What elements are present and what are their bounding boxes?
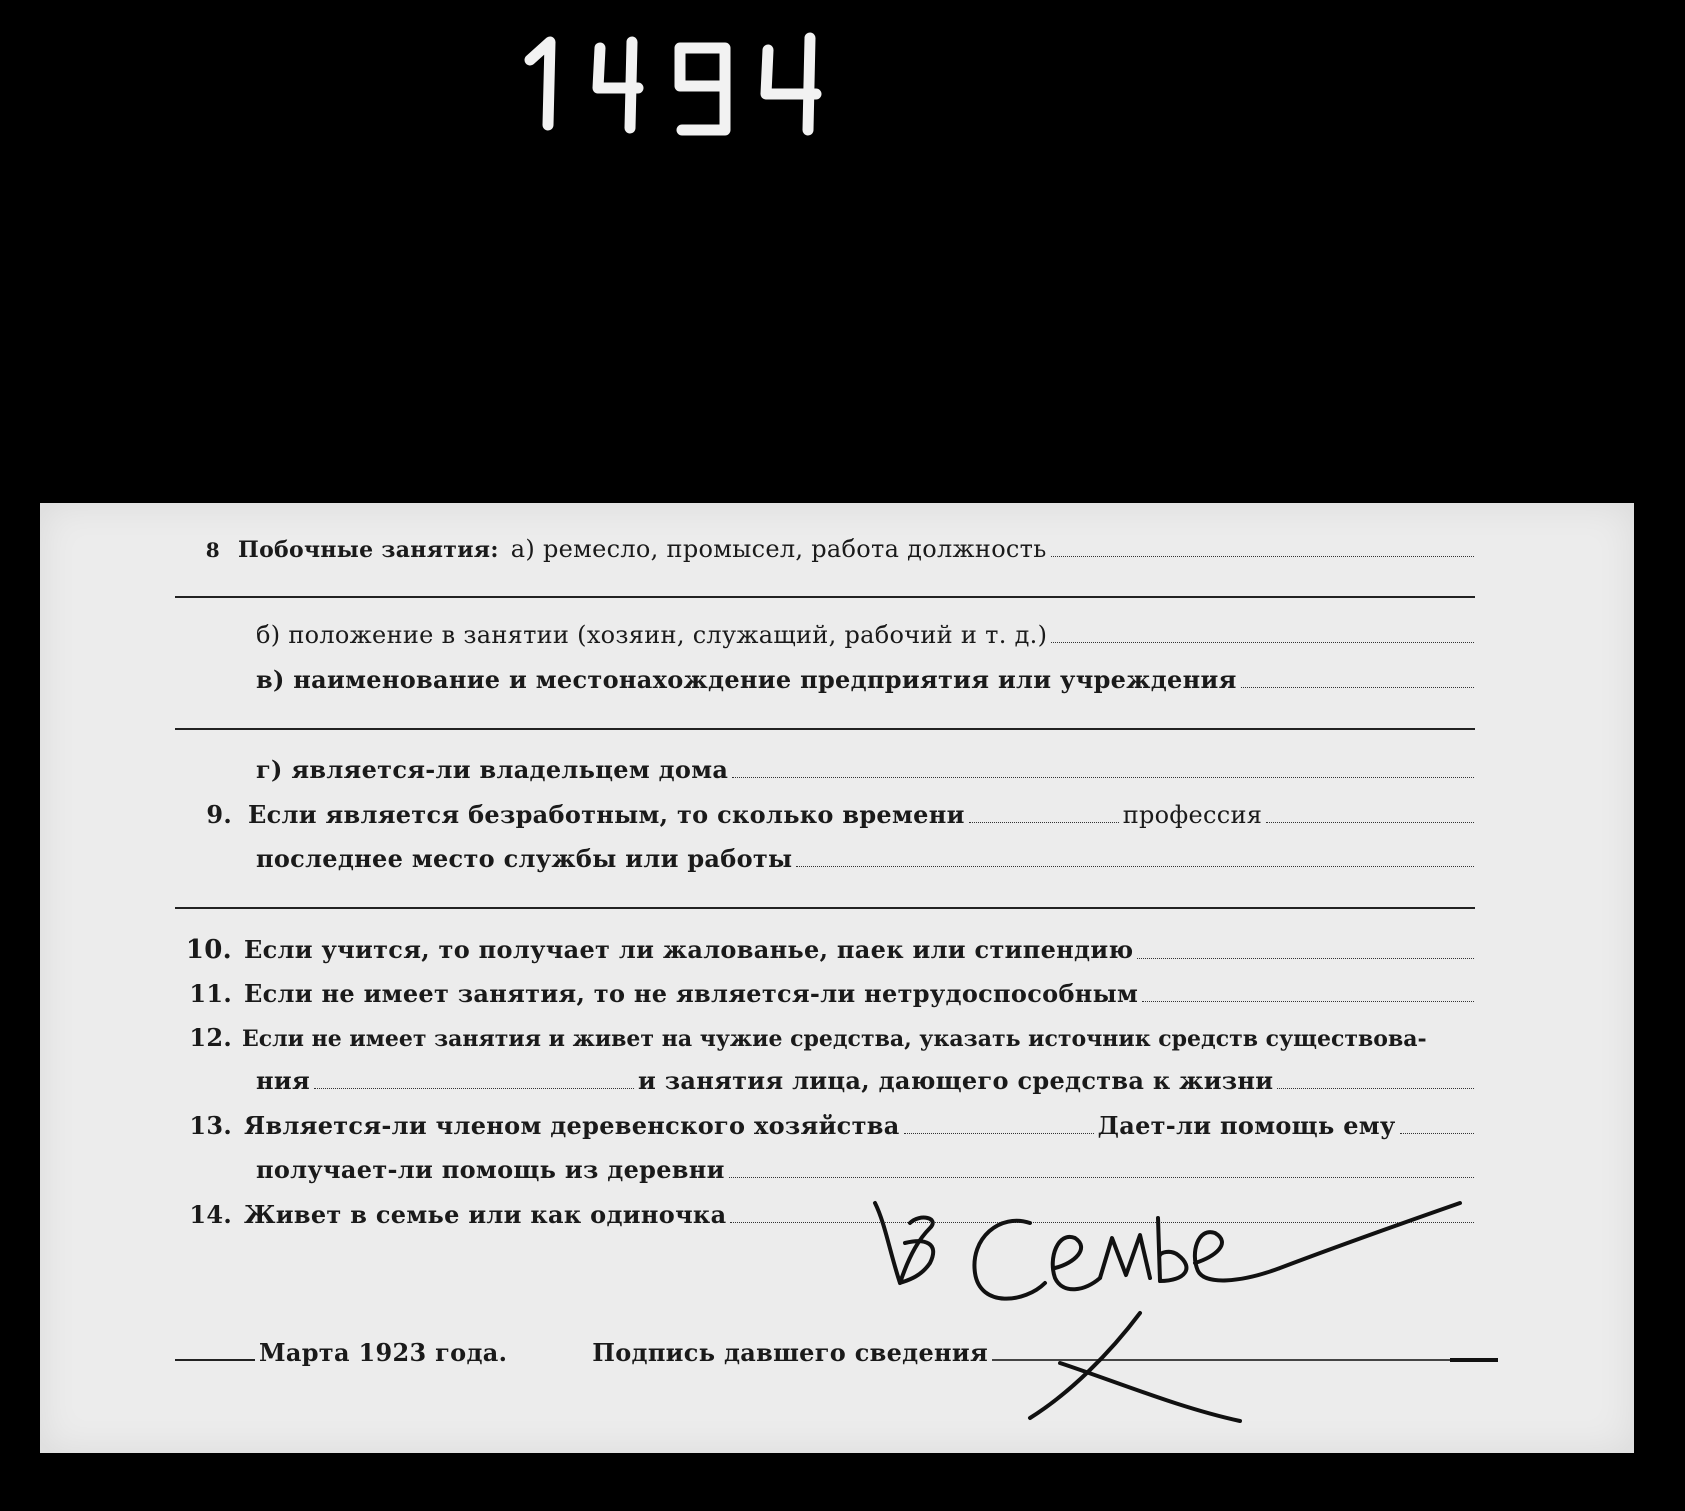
q10-row — [40, 935, 1634, 965]
q13-receives-text: получает-ли помощь из деревни — [256, 1155, 725, 1184]
q12-occupation-line — [1277, 1088, 1474, 1089]
q8v-text: в) наименование и местонахождение предприятия или учреждения — [256, 665, 1237, 694]
q14-number: 14. — [189, 1200, 232, 1229]
q8a-text: а) ремесло, промысел, работа должность — [510, 535, 1047, 563]
q13-row — [40, 1111, 1634, 1140]
q9-duration-line — [969, 822, 1119, 823]
q8b-answer-line — [1051, 642, 1474, 643]
q8g-row — [40, 755, 1634, 784]
q13-help-text: Дает-ли помощь ему — [1097, 1111, 1396, 1140]
q8v-continuation-line — [175, 728, 1475, 730]
footer-date: Марта 1923 года. — [259, 1338, 508, 1367]
q8g-text: г) является-ли владельцем дома — [256, 755, 729, 784]
q8v-row — [40, 665, 1634, 694]
q14-text: Живет в семье или как одиночка — [244, 1200, 727, 1229]
q8-number: 8 — [205, 538, 220, 562]
q8a-answer-line — [1051, 556, 1474, 557]
q12-text: Если не имеет занятия и живет на чужие средства, указать источник средств существова- — [242, 1026, 1427, 1052]
q12-source-line — [314, 1088, 634, 1089]
day-line — [175, 1359, 255, 1361]
q8b-text: б) положение в занятии (хозяин, служащий, рабочий и т. д.) — [256, 621, 1048, 649]
q13-member-line — [904, 1133, 1094, 1134]
q9-text: Если является безработным, то сколько времени — [248, 800, 965, 829]
q11-text: Если не имеет занятия, то не является-ли нетрудоспособным — [244, 979, 1139, 1008]
q12-number: 12. — [189, 1023, 232, 1052]
q9-row — [40, 800, 1634, 829]
q8-row — [40, 535, 1634, 563]
frame-number-glyphs — [520, 20, 840, 140]
q9-continuation-line — [175, 907, 1475, 909]
q10-answer-line — [1137, 958, 1474, 959]
q13-number: 13. — [189, 1111, 232, 1140]
q11-number: 11. — [189, 979, 232, 1008]
q10-number: 10. — [185, 935, 232, 965]
q8g-answer-line — [732, 777, 1474, 778]
q9-last-place-line — [796, 866, 1474, 867]
frame-number — [520, 20, 840, 140]
questionnaire-card — [40, 503, 1634, 1453]
q10-text: Если учится, то получает ли жалованье, паек или стипендию — [244, 935, 1134, 964]
q9-profession-label: профессия — [1122, 801, 1263, 829]
q13-text: Является-ли членом деревенского хозяйства — [244, 1111, 900, 1140]
q11-answer-line — [1142, 1001, 1474, 1002]
q8-label: Побочные занятия: — [238, 537, 499, 563]
q12-row — [40, 1023, 1634, 1052]
q13-receives-line — [729, 1177, 1474, 1178]
q12-cont-text: ния — [256, 1066, 310, 1095]
q9-last-place-text: последнее место службы или работы — [256, 844, 793, 873]
q13-receives-row — [40, 1155, 1634, 1184]
q13-help-line — [1400, 1133, 1474, 1134]
q8a-continuation-line — [175, 596, 1475, 598]
q12-cont2-text: и занятия лица, дающего средства к жизни — [638, 1066, 1274, 1095]
handwritten-answer-and-mark — [860, 1183, 1520, 1443]
footer-signature-label: Подпись давшего сведения — [592, 1338, 989, 1367]
q9-last-place-row — [40, 844, 1634, 873]
q12-cont-row — [40, 1066, 1634, 1095]
q9-number: 9. — [206, 800, 232, 829]
q11-row — [40, 979, 1634, 1008]
q8b-row — [40, 621, 1634, 649]
q9-profession-line — [1266, 822, 1474, 823]
q8v-answer-line — [1241, 687, 1474, 688]
